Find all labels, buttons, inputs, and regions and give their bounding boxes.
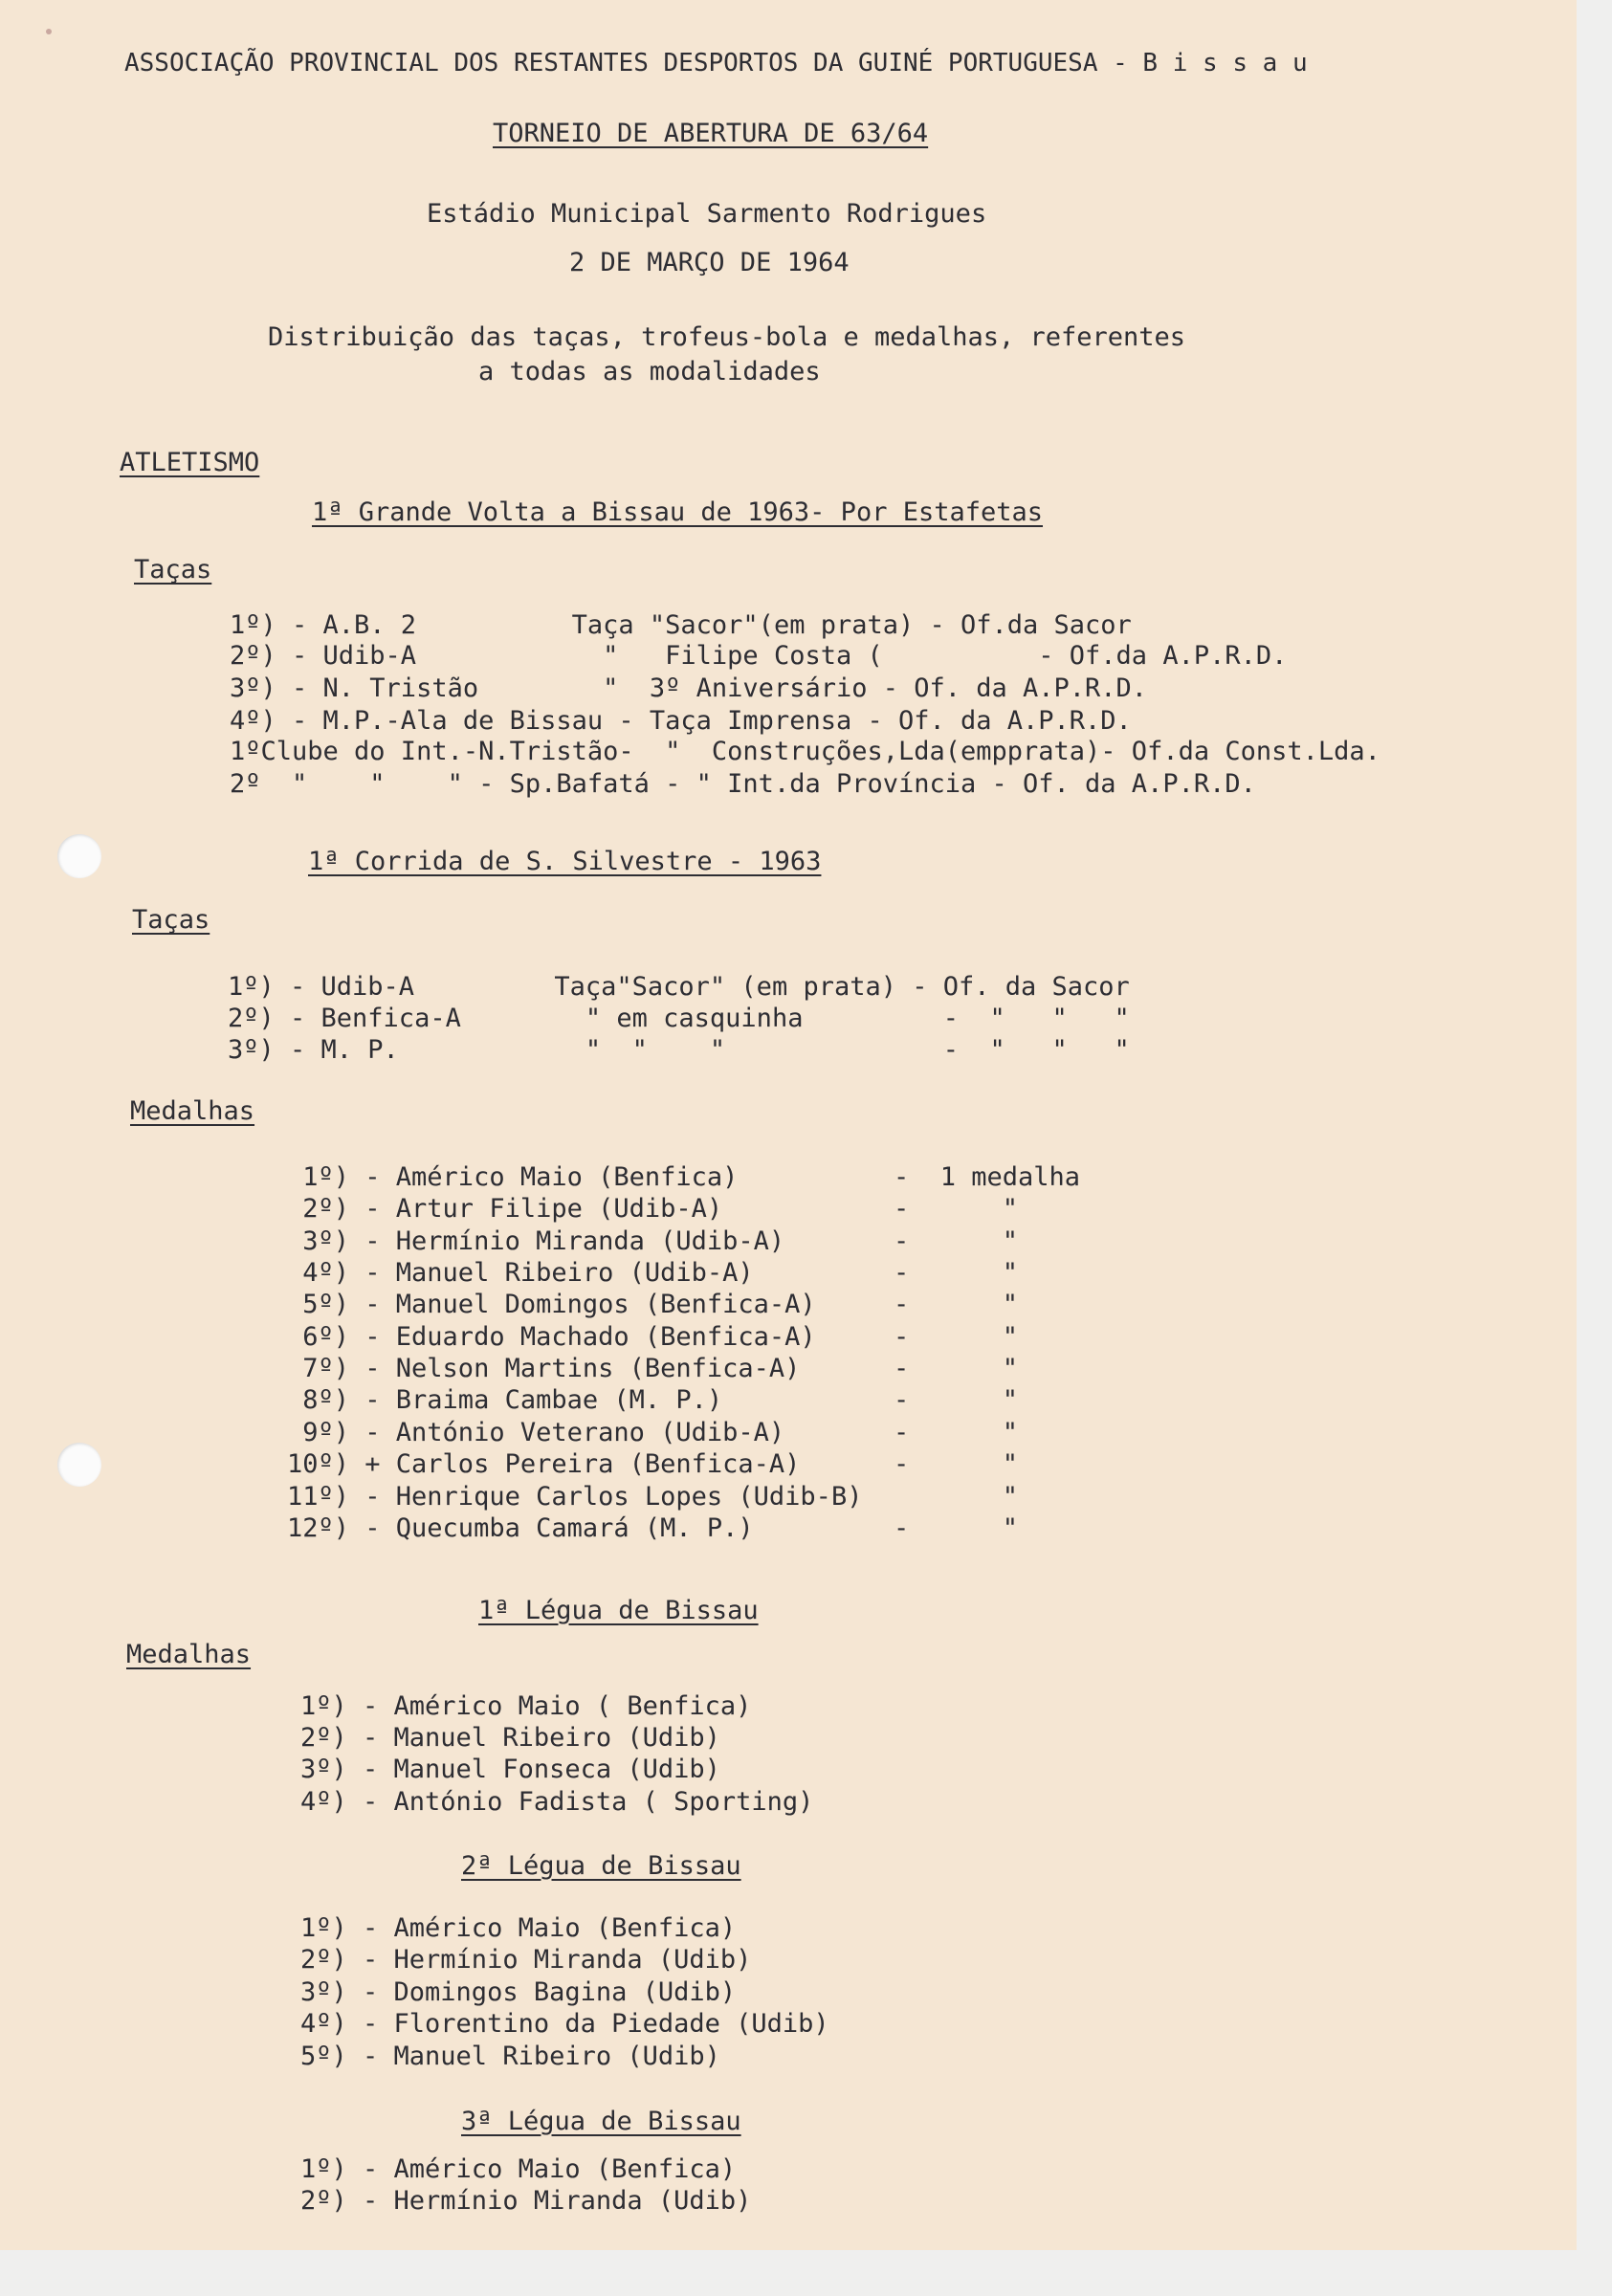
list-item: 1º) - Américo Maio (Benfica) — [300, 2154, 737, 2184]
event5-title: 3ª Légua de Bissau — [461, 2107, 741, 2136]
list-item: 2º) - Manuel Ribeiro (Udib) — [300, 1723, 720, 1753]
list-item: 2º) - Udib-A " Filipe Costa ( - Of.da A.P.R.D. — [230, 641, 1288, 671]
list-item: 1ºClube do Int.-N.Tristão- " Construções,Lda(empprata)- Of.da Const.Lda. — [230, 737, 1380, 766]
list-item: 1º) - Américo Maio (Benfica) — [300, 1913, 737, 1943]
list-item: 1º) - Américo Maio (Benfica) - 1 medalha — [287, 1162, 1081, 1192]
list-item: 1º) - A.B. 2 Taça "Sacor"(em prata) - Of.da Sacor — [230, 610, 1132, 640]
list-item: 4º) - Florentino da Piedade (Udib) — [300, 2009, 829, 2039]
intro-line-2: a todas as modalidades — [478, 357, 821, 386]
list-item: 2º " " " - Sp.Bafatá - " Int.da Província - Of. da A.P.R.D. — [230, 769, 1256, 799]
punch-hole-top — [57, 834, 101, 878]
list-item: 3º) - Hermínio Miranda (Udib-A) - " — [287, 1226, 1019, 1256]
event3-label-medals: Medalhas — [126, 1640, 252, 1669]
list-item: 3º) - Manuel Fonseca (Udib) — [300, 1755, 720, 1784]
event4-title: 2ª Légua de Bissau — [461, 1851, 741, 1881]
event2-label-cups: Taças — [132, 905, 210, 935]
event1-label-cups: Taças — [134, 555, 212, 585]
list-item: 1º) - Udib-A Taça"Sacor" (em prata) - Of. da Sacor — [228, 972, 1130, 1002]
list-item: 3º) - M. P. " " " - " " " — [228, 1035, 1130, 1065]
list-item: 12º) - Quecumba Camará (M. P.) - " — [287, 1513, 1019, 1543]
list-item: 10º) + Carlos Pereira (Benfica-A) - " — [287, 1449, 1019, 1479]
intro-line-1: Distribuição das taças, trofeus-bola e medalhas, referentes — [268, 322, 1186, 352]
paper-mark — [46, 29, 52, 34]
venue: Estádio Municipal Sarmento Rodrigues — [427, 199, 987, 229]
list-item: 1º) - Américo Maio ( Benfica) — [300, 1691, 752, 1721]
event2-label-medals: Medalhas — [130, 1096, 255, 1126]
list-item: 4º) - M.P.-Ala de Bissau - Taça Imprensa - Of. da A.P.R.D. — [230, 706, 1132, 736]
list-item: 2º) - Benfica-A " em casquinha - " " " — [228, 1004, 1130, 1033]
event1-title: 1ª Grande Volta a Bissau de 1963- Por Estafetas — [312, 497, 1044, 527]
list-item: 2º) - Artur Filipe (Udib-A) - " — [287, 1194, 1019, 1224]
list-item: 6º) - Eduardo Machado (Benfica-A) - " — [287, 1322, 1019, 1352]
tournament-title: TORNEIO DE ABERTURA DE 63/64 — [493, 119, 929, 148]
list-item: 7º) - Nelson Martins (Benfica-A) - " — [287, 1354, 1019, 1383]
list-item: 4º) - Manuel Ribeiro (Udib-A) - " — [287, 1258, 1019, 1288]
list-item: 8º) - Braima Cambae (M. P.) - " — [287, 1385, 1019, 1415]
list-item: 4º) - António Fadista ( Sporting) — [300, 1787, 814, 1817]
event-date: 2 DE MARÇO DE 1964 — [569, 248, 850, 277]
list-item: 3º) - Domingos Bagina (Udib) — [300, 1977, 737, 2007]
list-item: 9º) - António Veterano (Udib-A) - " — [287, 1418, 1019, 1447]
event3-title: 1ª Légua de Bissau — [478, 1596, 759, 1625]
org-header: ASSOCIAÇÃO PROVINCIAL DOS RESTANTES DESPORTOS DA GUINÉ PORTUGUESA - B i s s a u — [124, 49, 1308, 77]
event2-title: 1ª Corrida de S. Silvestre - 1963 — [308, 847, 822, 876]
section-heading-athletics: ATLETISMO — [120, 448, 260, 477]
list-item: 11º) - Henrique Carlos Lopes (Udib-B) " — [287, 1482, 1019, 1512]
punch-hole-bottom — [57, 1443, 101, 1487]
list-item: 5º) - Manuel Ribeiro (Udib) — [300, 2042, 720, 2071]
list-item: 2º) - Hermínio Miranda (Udib) — [300, 1945, 752, 1975]
list-item: 5º) - Manuel Domingos (Benfica-A) - " — [287, 1290, 1019, 1319]
list-item: 2º) - Hermínio Miranda (Udib) — [300, 2186, 752, 2216]
list-item: 3º) - N. Tristão " 3º Aniversário - Of. da A.P.R.D. — [230, 673, 1148, 703]
